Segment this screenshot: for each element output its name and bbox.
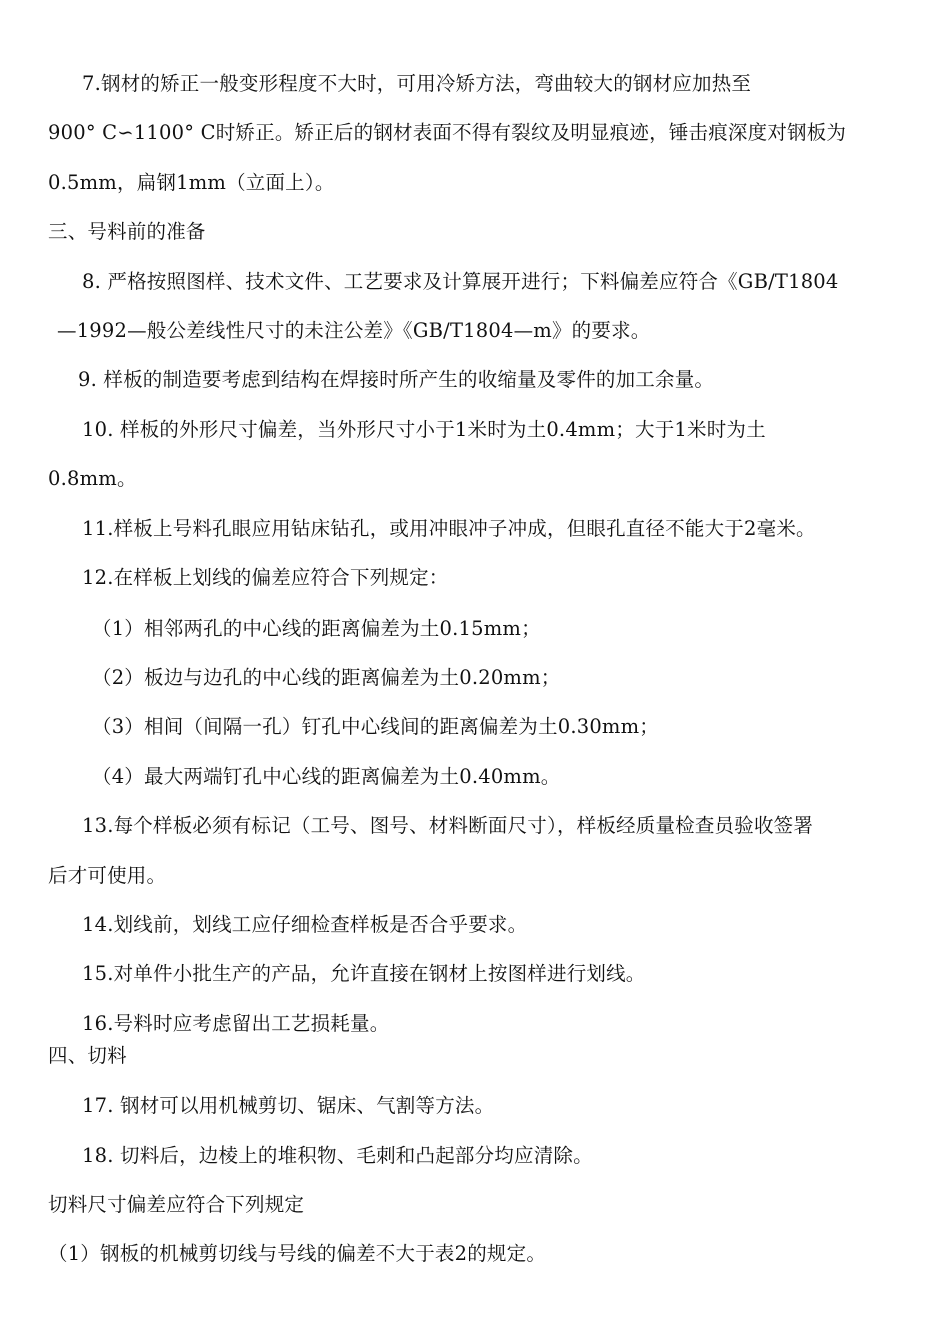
item-7-line-1: 7.钢材的矫正一般变形程度不大时，可用冷矫方法，弯曲较大的钢材应加热至 [82,72,752,95]
item-12-sub-1: （1）相邻两孔的中心线的距离偏差为土0.15mm； [92,617,541,640]
item-12-sub-4: （4）最大两端钉孔中心线的距离偏差为土0.40mm。 [92,765,561,788]
item-12-sub-3: （3）相间（间隔一孔）钉孔中心线间的距离偏差为土0.30mm； [92,715,660,738]
item-11: 11.样板上号料孔眼应用钻床钻孔，或用冲眼冲子冲成，但眼孔直径不能大于2毫米。 [82,517,816,540]
item-13-line-1: 13.每个样板必须有标记（工号、图号、材料断面尺寸），样板经质量检查员验收签署 [82,814,814,837]
item-9: 9. 样板的制造要考虑到结构在焊接时所产生的收缩量及零件的加工余量。 [78,368,715,391]
cutting-tolerance-heading: 切料尺寸偏差应符合下列规定 [48,1193,305,1216]
item-16: 16.号料时应考虑留出工艺损耗量。 [82,1012,390,1035]
item-12: 12.在样板上划线的偏差应符合下列规定： [82,566,449,589]
item-7-line-3: 0.5mm，扁钢1mm（立面上）。 [48,171,335,194]
section-4-heading: 四、切料 [48,1044,127,1067]
item-12-sub-2: （2）板边与边孔的中心线的距离偏差为土0.20mm； [92,666,561,689]
section-3-heading: 三、号料前的准备 [48,220,206,243]
item-10-line-1: 10. 样板的外形尺寸偏差，当外形尺寸小于1米时为土0.4mm；大于1米时为土 [82,418,766,441]
item-8-line-1: 8. 严格按照图样、技术文件、工艺要求及计算展开进行；下料偏差应符合《GB/T1804 [82,270,839,293]
item-18: 18. 切料后，边棱上的堆积物、毛刺和凸起部分均应清除。 [82,1144,593,1167]
cutting-tolerance-item-1: （1）钢板的机械剪切线与号线的偏差不大于表2的规定。 [48,1242,547,1265]
item-8-line-2: —1992—般公差线性尺寸的未注公差》《GB/T1804—m》的要求。 [57,319,651,342]
item-17: 17. 钢材可以用机械剪切、锯床、气割等方法。 [82,1094,495,1117]
item-15: 15.对单件小批生产的产品，允许直接在钢材上按图样进行划线。 [82,962,646,985]
item-14: 14.划线前，划线工应仔细检查样板是否合乎要求。 [82,913,528,936]
item-7-line-2: 900° C∽1100° C时矫正。矫正后的钢材表面不得有裂纹及明显痕迹，锤击痕深度对钢板为 [48,121,847,144]
item-10-line-2: 0.8mm。 [48,467,137,490]
item-13-line-2: 后才可使用。 [48,864,167,887]
